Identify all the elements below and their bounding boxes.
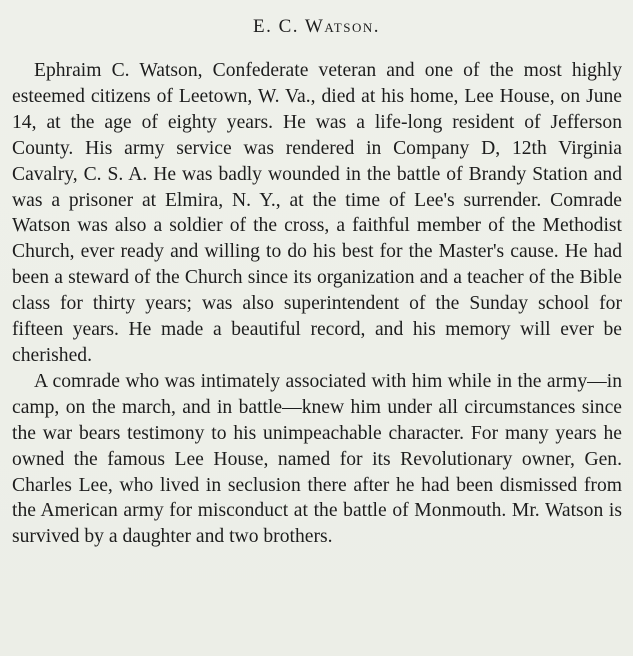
bleed-through-text [0, 0, 633, 14]
article-paragraph-2: A comrade who was intimately associated with him while in the army—in camp, on the march, and in battle—knew him under all circumstances since the war bears testimony to his unimpeachable character. For many years he owned the famous Lee House, named for its Revolutionary owner, Gen. Charles Lee, who lived in seclusion there after he had been dismissed from the American army for misconduct at the battle of Monmouth. Mr. Watson is survived by a daughter and two brothers. [12, 370, 622, 548]
article-title: E. C. Watson. [252, 16, 380, 37]
article-paragraph-1: Ephraim C. Watson, Confederate veteran and one of the most highly esteemed citizens of Leetown, W. Va., died at his home, Lee House, on June 14, at the age of eighty years. He was a life-long resident of Jefferson County. His army service was rendered in Company D, 12th Virginia Cavalry, C. S. A. He was badly wounded in the battle of Brandy Station and was a prisoner at Elmira, N. Y., at the time of Lee's surrender. Comrade Watson was also a soldier of the cross, a faithful member of the Methodist Church, ever ready and willing to do his best for the Master's cause. He had been a steward of the Church since its organization and a teacher of the Bible class for thirty years; was also superintendent of the Sunday school for fifteen years. He made a beautiful record, and his memory will ever be cherished. [12, 60, 622, 366]
article-body [12, 58, 622, 550]
